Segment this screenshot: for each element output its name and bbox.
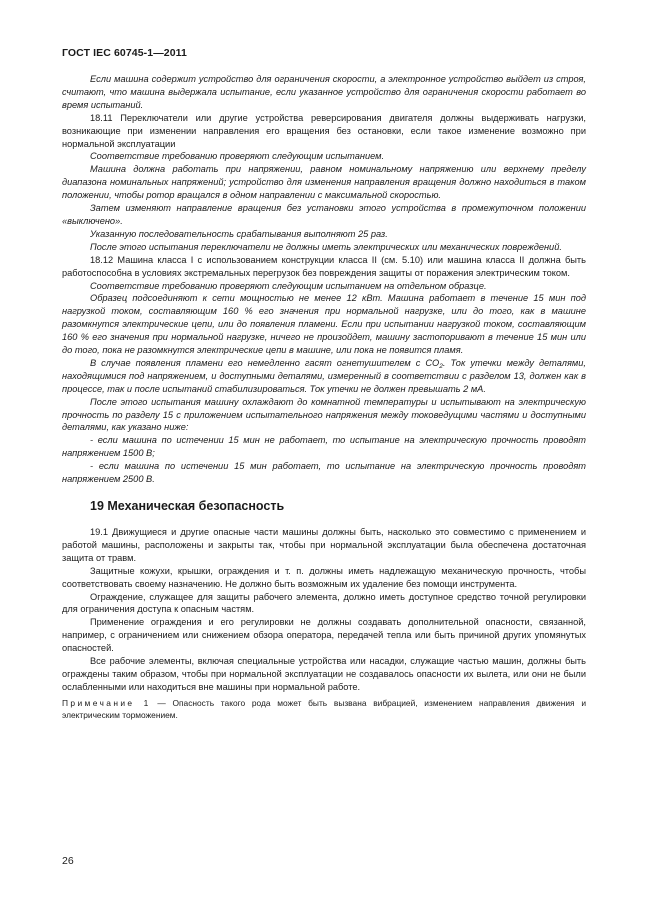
co2-text-after: . Ток утечки между деталями, находящимися под напряжением, и доступными деталями, измеренный в соответствии с разделом 13, должен как в процессе, так и после испытаний стабилизироваться. Ток утечки не должен превышать 2 мА.: [62, 357, 586, 394]
co2-text-before: В случае появления пламени его немедленно гасят огнетушителем с CO: [90, 357, 440, 368]
standard-header: ГОСТ IEC 60745-1—2011: [62, 47, 187, 59]
paragraph-p1: Если машина содержит устройство для ограничения скорости, а электронное устройство выйдет из строя, считают, что машина выдержала испытание, если указанное устройство для ограничения скорости работает во время испытаний.: [62, 74, 586, 110]
page-number: 26: [62, 855, 74, 867]
paragraph-p9: Соответствие требованию проверяют следующим испытанием на отдельном образце.: [90, 280, 487, 291]
co2-subscript: 2: [439, 362, 443, 370]
paragraph-p2: 18.11 Переключатели или другие устройства реверсирования двигателя должны выдерживать нагрузки, возникающие при изменении направления его вращения без остановки, если такое изменение возможно при нормальной эксплуатации: [62, 112, 586, 149]
paragraph-p7: После этого испытания переключатели не должны иметь электрических или механических повреждений.: [90, 241, 562, 252]
paragraph-p3: Соответствие требованию проверяют следующим испытанием.: [90, 151, 385, 162]
dielectric-test-block: [62, 396, 586, 486]
paragraph-p19: Все рабочие элементы, включая специальные устройства или насадки, служащие частью машин, должны быть ограждены таким образом, чтобы при нормальной эксплуатации не создавалось опасности их вылета, или они не были ослабленными или находиться вне машины при нормальной работе.: [62, 656, 586, 692]
paragraph-p4: Машина должна работать при напряжении, равном номинальному напряжению или верхнему пределу диапазона номинальных напряжений; устройство для изменения направления вращения должно находиться в таком положении, чтобы ротор вращался в одном направлении с максимальной скоростью.: [62, 164, 586, 201]
paragraph-p14: - если машина по истечении 15 мин работает, то испытание на электрическую прочность проводят напряжением 2500 В.: [62, 461, 586, 485]
paragraph-p10: Образец подсоединяют к сети мощностью не менее 12 кВт. Машина работает в течение 15 мин под нагрузкой током, составляющим 160 % его значения при нормальной нагрузке, или до того, как в машине разомкнутся электрические цепи, или до появления пламени. Если при испытании нагрузкой током, составляющим 160 % его значения при нормальной нагрузке, ничего не произойдет, машину застопоривают в течение 15 мин или до того, пока не разомкнутся электрические цепи в машине, или пока не появится пламя.: [62, 293, 586, 356]
paragraph-p12: После этого испытания машину охлаждают до комнатной температуры и испытывают на электрическую прочность по разделу 15 с приложением испытательного напряжения между токоведущими частями и доступными деталями, как указано ниже:: [62, 396, 586, 433]
paragraph-p17: Ограждение, служащее для защиты рабочего элемента, должно иметь доступное средство точной регулировки для ограничения доступа к опасным частям.: [62, 591, 586, 615]
note-text: — Опасность такого рода может быть вызвана вибрацией, изменением направления движения и электрическим торможением.: [62, 697, 586, 720]
paragraph-p16: Защитные кожухи, крышки, ограждения и т. п. должны иметь надлежащую механическую прочность, чтобы соответствовать своему назначению. Не должно быть возможным их удаление без помощи инструмента.: [62, 565, 586, 589]
paragraph-p5: Затем изменяют направление вращения без установки этого устройства в промежуточном положении «выключено».: [62, 203, 586, 226]
paragraph-co2: [62, 357, 586, 396]
note: [62, 698, 586, 722]
paragraph-p18: Применение ограждения и его регулировки не должны создавать дополнительной опасности, связанной, например, с ограничением или снижением обзора оператора, передачей тепла или быть причиной других упомянутых опасностей.: [62, 617, 586, 654]
paragraph-p15: 19.1 Движущиеся и другие опасные части машины должны быть, насколько это совместимо с применением и работой машины, расположены и закрыты так, чтобы при нормальной эксплуатации была обеспечена достаточная защита от травм.: [62, 527, 586, 563]
note-label: Примечание 1: [62, 697, 151, 708]
page-content: [62, 73, 586, 721]
paragraph-p8: 18.12 Машина класса I с использованием конструкции класса II (см. 5.10) или машина класса II должна быть работоспособна в условиях экстремальных перегрузок без повреждения защиты от поражения электрическим током.: [62, 254, 586, 278]
clause-18-continued: [62, 73, 586, 357]
clause-19-body: [62, 526, 586, 694]
section-title: 19 Механическая безопасность: [90, 499, 285, 513]
paragraph-p6: Указанную последовательность срабатывания выполняют 25 раз.: [90, 228, 388, 239]
paragraph-p13: - если машина по истечении 15 мин не работает, то испытание на электрическую прочность проводят напряжением 1500 В;: [62, 435, 586, 459]
